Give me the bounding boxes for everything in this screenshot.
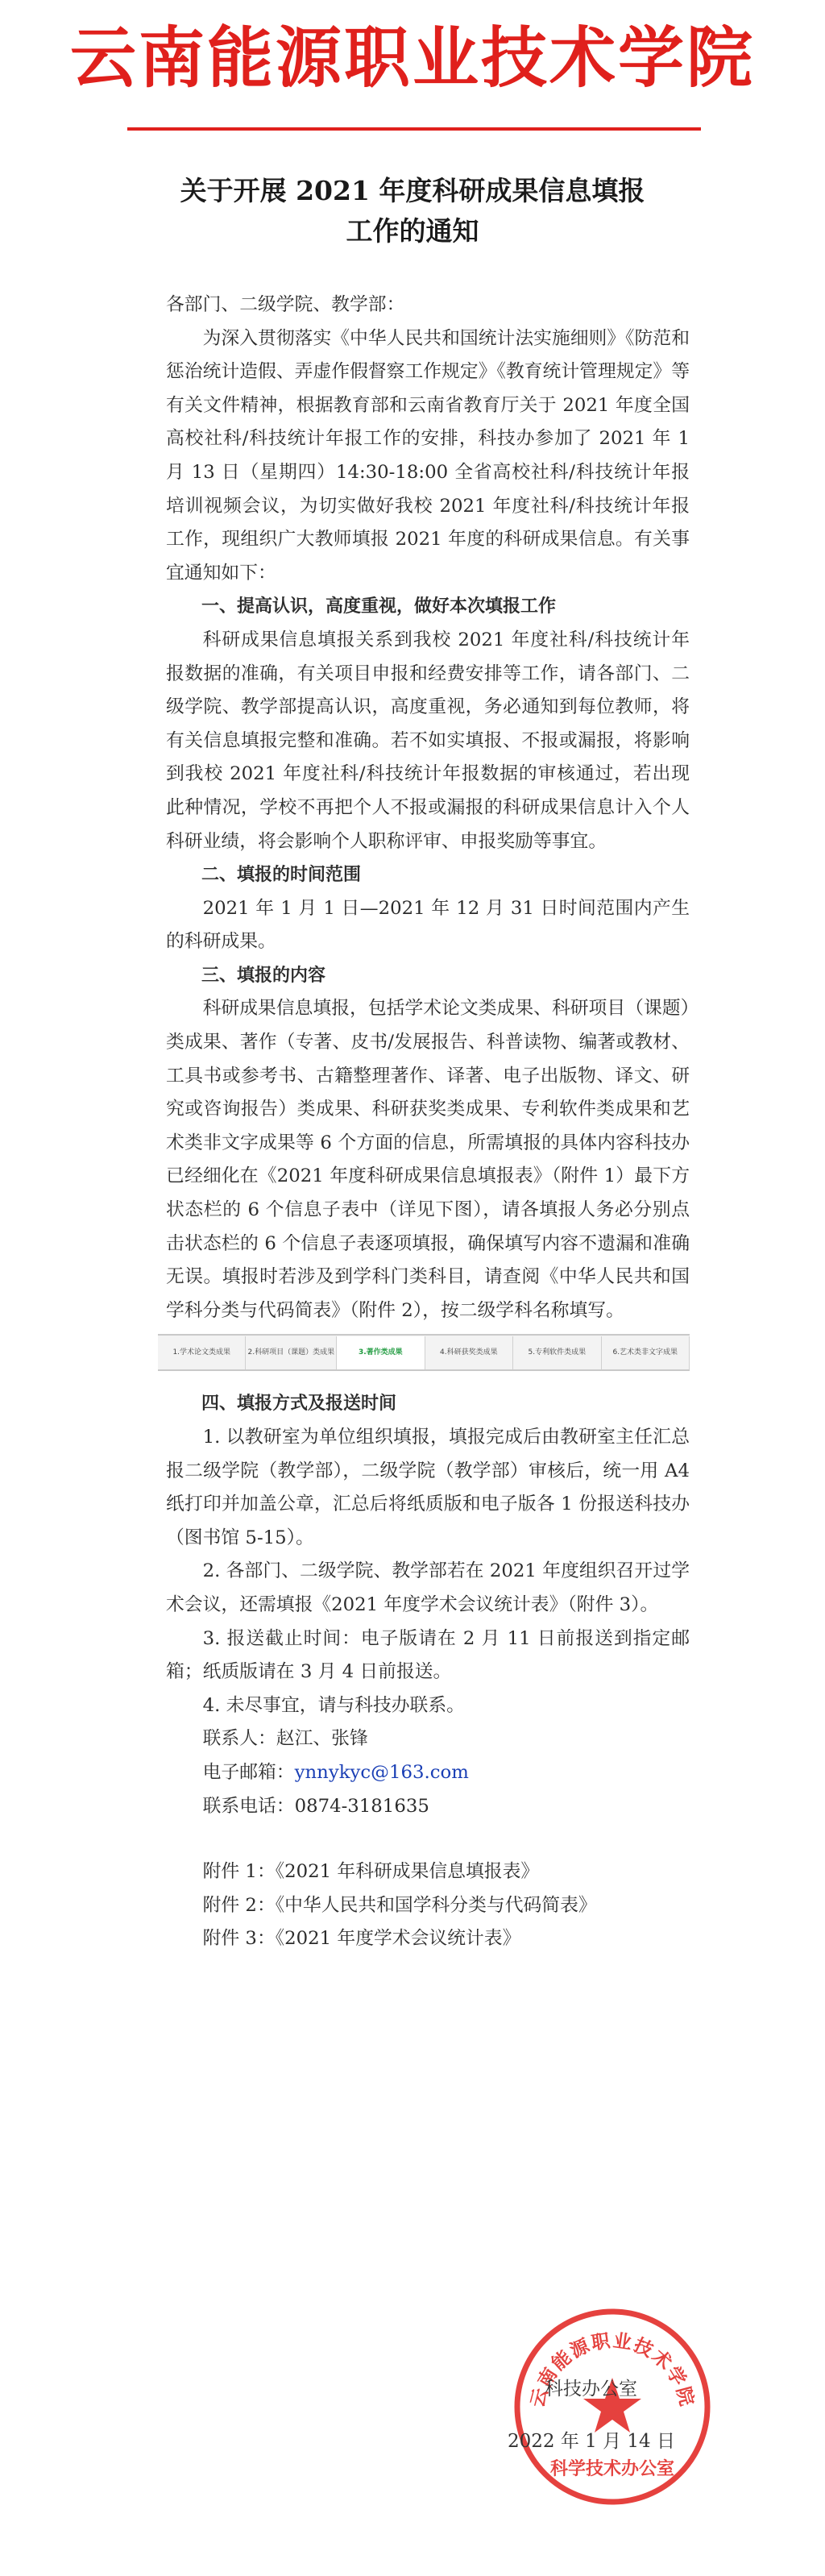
email-link[interactable]: ynnykyc@163.com bbox=[294, 1761, 469, 1783]
attachment-2: 附件 2：《中华人民共和国学科分类与代码简表》 bbox=[202, 1894, 597, 1916]
contact-person: 联系人：赵江、张锋 bbox=[202, 1728, 368, 1750]
masthead-divider bbox=[127, 127, 701, 131]
contact-phone: 联系电话：0874-3181635 bbox=[202, 1795, 429, 1817]
sheet-tab-1[interactable]: 1.学术论文类成果 bbox=[158, 1336, 246, 1370]
section-4-item-4: 4. 未尽事宜，请与科技办联系。 bbox=[202, 1694, 465, 1716]
section-4-heading: 四、填报方式及报送时间 bbox=[201, 1394, 397, 1415]
official-seal bbox=[509, 2304, 715, 2510]
signing-office: 科技办公室 bbox=[545, 2379, 637, 2399]
school-masthead: 云南能源职业技术学院 bbox=[69, 20, 755, 97]
contact-email-row bbox=[166, 1756, 690, 1790]
sheet-tab-5[interactable]: 5.专利软件类成果 bbox=[513, 1336, 601, 1370]
spreadsheet-sheet-tabs bbox=[158, 1334, 690, 1371]
section-2-text: 2021 年 1 月 1 日—2021 年 12 月 31 日时间范围内产生的科研成果。 bbox=[166, 897, 690, 953]
salutation: 各部门、二级学院、教学部： bbox=[166, 294, 405, 315]
intro-paragraph: 为深入贯彻落实《中华人民共和国统计法实施细则》《防范和惩治统计造假、弄虚作假督察工作规定》《教育统计管理规定》等有关文件精神，根据教育部和云南省教育厅关于 2021 年度全国高校社科/科技统计年报工作的安排，科技办参加了 2021 年 1 月 13 日（星期四）14:30-18:00 全省高校社科/科技统计年报培训视频会议，为切实做好我校 2021 年度社科/科技统计年报工作，现组织广大教师填报 2021 年度的科研成果信息。有关事宜通知如下： bbox=[166, 327, 690, 584]
email-label: 电子邮箱： bbox=[202, 1761, 295, 1783]
signing-date: 2022 年 1 月 14 日 bbox=[508, 2431, 675, 2452]
seal-bottom-text: 科学技术办公室 bbox=[549, 2459, 675, 2479]
section-4-item-2: 2. 各部门、二级学院、教学部若在 2021 年度组织召开过学术会议，还需填报《2021 年度学术会议统计表》（附件 3）。 bbox=[166, 1560, 690, 1615]
attachment-3: 附件 3：《2021 年度学术会议统计表》 bbox=[202, 1928, 521, 1950]
sheet-tab-3[interactable]: 3.著作类成果 bbox=[337, 1336, 425, 1370]
title-line-1: 关于开展 2021 年度科研成果信息填报 bbox=[180, 175, 645, 206]
section-2-heading: 二、填报的时间范围 bbox=[201, 865, 362, 886]
sheet-tab-6[interactable]: 6.艺术类非文字成果 bbox=[602, 1336, 690, 1370]
spacer bbox=[166, 1823, 690, 1855]
notice-body bbox=[166, 289, 690, 1956]
section-3-heading: 三、填报的内容 bbox=[201, 965, 326, 986]
sheet-tab-2[interactable]: 2.科研项目（课题）类成果 bbox=[246, 1336, 337, 1370]
section-1-heading: 一、提高认识，高度重视，做好本次填报工作 bbox=[201, 596, 557, 617]
section-4-item-1: 1. 以教研室为单位组织填报，填报完成后由教研室主任汇总报二级学院（教学部），二级学院（教学部）审核后，统一用 A4 纸打印并加盖公章，汇总后将纸质版和电子版各 1 份报送科技办（图书馆 5-15）。 bbox=[166, 1427, 690, 1548]
notice-title bbox=[0, 171, 825, 251]
section-1-text: 科研成果信息填报关系到我校 2021 年度社科/科技统计年报数据的准确，有关项目申报和经费安排等工作，请各部门、二级学院、教学部提高认识，高度重视，务必通知到每位教师，将有关信息填报完整和准确。若不如实填报、不报或漏报，将影响到我校 2021 年度社科/科技统计年报数据的审核通过，若出现此种情况，学校不再把个人不报或漏报的科研成果信息计入个人科研业绩，将会影响个人职称评审、申报奖励等事宜。 bbox=[166, 629, 690, 852]
section-3-text: 科研成果信息填报，包括学术论文类成果、科研项目（课题）类成果、著作（专著、皮书/发展报告、科普读物、编著或教材、工具书或参考书、古籍整理著作、译著、电子出版物、译文、研究或咨询报告）类成果、科研获奖类成果、专利软件类成果和艺术类非文字成果等 6 个方面的信息，所需填报的具体内容科技办已经细化在《2021 年度科研成果信息填报表》（附件 1）最下方状态栏的 6 个信息子表中（详见下图），请各填报人务必分别点击状态栏的 6 个信息子表逐项填报，确保填写内容不遗漏和准确无误。填报时若涉及到学科门类科目，请查阅《中华人民共和国学科分类与代码简表》（附件 2），按二级学科名称填写。 bbox=[166, 998, 690, 1321]
attachment-1: 附件 1：《2021 年科研成果信息填报表》 bbox=[202, 1861, 540, 1883]
section-4-item-3: 3. 报送截止时间：电子版请在 2 月 11 日前报送到指定邮箱；纸质版请在 3 月 4 日前报送。 bbox=[166, 1627, 690, 1683]
sheet-tab-4[interactable]: 4.科研获奖类成果 bbox=[425, 1336, 513, 1370]
title-line-2: 工作的通知 bbox=[346, 215, 479, 247]
seal-ring-text: 云南能源职业技术学院 bbox=[527, 2330, 698, 2410]
